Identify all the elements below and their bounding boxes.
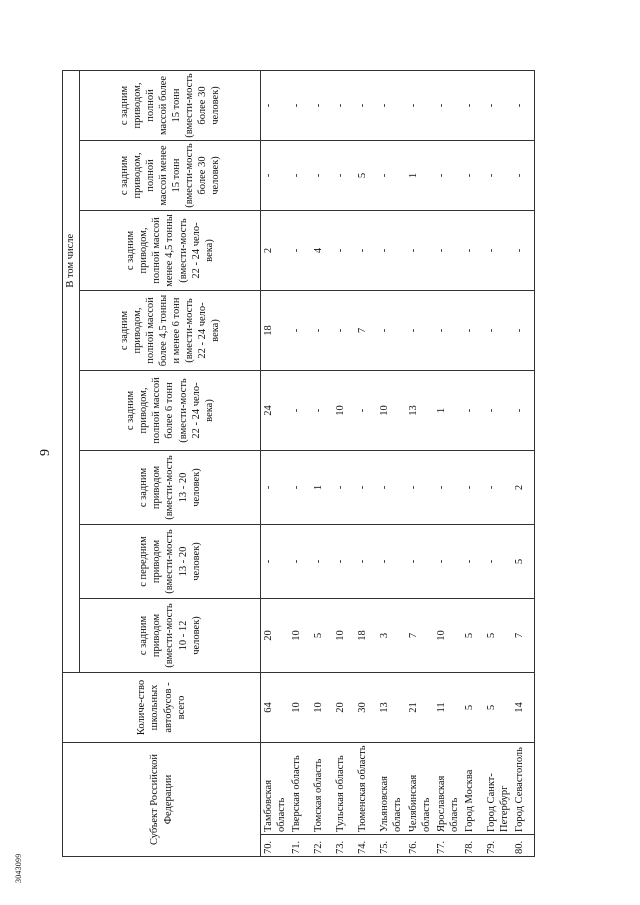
row-cell: 7	[512, 598, 535, 672]
row-subject: Ульяновская область	[377, 742, 405, 834]
row-cell: -	[311, 370, 333, 450]
row-cell: -	[462, 290, 484, 370]
page-number: 9	[38, 449, 53, 456]
row-cell: -	[289, 450, 311, 524]
table-row	[377, 70, 405, 856]
row-cell: -	[333, 140, 355, 210]
table-row	[512, 70, 535, 856]
table-row	[484, 70, 512, 856]
row-number: 72.	[311, 835, 333, 857]
row-cell: -	[406, 524, 434, 598]
header-col-6: с задним приводом, полной массой менее 4,5 тонны (вмести-мость 22 - 24 чело-века)	[80, 210, 261, 290]
row-cell: 1	[406, 140, 434, 210]
row-cell: -	[462, 210, 484, 290]
row-subject: Город Севастополь	[512, 742, 535, 834]
row-cell: -	[484, 290, 512, 370]
row-subject: Тамбовская область	[261, 742, 290, 834]
row-cell: 5	[462, 598, 484, 672]
row-total: 5	[484, 672, 512, 742]
row-total: 11	[434, 672, 462, 742]
row-cell: -	[406, 70, 434, 140]
row-cell: -	[512, 370, 535, 450]
table-row	[406, 70, 434, 856]
row-cell: -	[484, 140, 512, 210]
school-bus-table	[62, 70, 535, 857]
header-col-5: с задним приводом, полной массой более 4,5 тонны и менее 6 тонн (вмести-мость 22 - 24 чело-века)	[80, 290, 261, 370]
row-cell: -	[289, 370, 311, 450]
row-cell: -	[377, 140, 405, 210]
header-col-4: с задним приводом, полной массой более 6 тонн (вмести-мость 22 - 24 чело-века)	[80, 370, 261, 450]
row-cell: -	[434, 70, 462, 140]
row-subject: Город Санкт-Петербург	[484, 742, 512, 834]
row-cell: -	[355, 370, 377, 450]
row-cell: -	[484, 70, 512, 140]
table-row	[462, 70, 484, 856]
row-number: 75.	[377, 835, 405, 857]
row-cell: 5	[311, 598, 333, 672]
row-cell: 18	[355, 598, 377, 672]
row-cell: 5	[355, 140, 377, 210]
row-cell: -	[333, 290, 355, 370]
row-number: 71.	[289, 835, 311, 857]
row-total: 20	[333, 672, 355, 742]
row-subject: Ярославская область	[434, 742, 462, 834]
row-cell: -	[434, 450, 462, 524]
row-cell: 4	[311, 210, 333, 290]
header-col-3: с задним приводом (вмести-мость 13 - 20 человек)	[80, 450, 261, 524]
row-subject: Тюменская область	[355, 742, 377, 834]
row-cell: -	[484, 370, 512, 450]
row-cell: -	[355, 210, 377, 290]
row-total: 13	[377, 672, 405, 742]
row-cell: -	[311, 70, 333, 140]
row-cell: 10	[289, 598, 311, 672]
table-row	[289, 70, 311, 856]
row-total: 21	[406, 672, 434, 742]
header-col-7: с задним приводом, полной массой менее 15 тонн (вмести-мость более 30 человек)	[80, 140, 261, 210]
row-number: 73.	[333, 835, 355, 857]
header-blank-2	[63, 524, 80, 598]
row-cell: -	[462, 450, 484, 524]
row-cell: -	[484, 524, 512, 598]
row-total: 14	[512, 672, 535, 742]
row-cell: -	[311, 290, 333, 370]
row-cell: -	[484, 210, 512, 290]
header-blank-3	[63, 450, 80, 524]
row-cell: -	[289, 524, 311, 598]
row-cell: -	[289, 210, 311, 290]
row-cell: -	[311, 524, 333, 598]
row-cell: 10	[333, 598, 355, 672]
row-subject: Челябинская область	[406, 742, 434, 834]
row-cell: -	[406, 210, 434, 290]
row-cell: 2	[512, 450, 535, 524]
table-row	[333, 70, 355, 856]
row-cell: -	[434, 524, 462, 598]
row-cell: -	[434, 210, 462, 290]
row-cell: -	[333, 210, 355, 290]
row-cell: 10	[434, 598, 462, 672]
row-cell: -	[377, 210, 405, 290]
table-row	[355, 70, 377, 856]
row-cell: 20	[261, 598, 290, 672]
row-total: 5	[462, 672, 484, 742]
row-cell: -	[377, 450, 405, 524]
row-cell: -	[333, 70, 355, 140]
row-total: 64	[261, 672, 290, 742]
row-cell: 7	[406, 598, 434, 672]
row-cell: 3	[377, 598, 405, 672]
row-cell: -	[333, 524, 355, 598]
row-cell: 18	[261, 290, 290, 370]
row-cell: -	[512, 140, 535, 210]
row-subject: Город Москва	[462, 742, 484, 834]
row-cell: -	[462, 524, 484, 598]
row-cell: -	[355, 524, 377, 598]
row-cell: -	[462, 370, 484, 450]
row-cell: -	[512, 290, 535, 370]
row-number: 74.	[355, 835, 377, 857]
row-total: 10	[289, 672, 311, 742]
document-code: 3043099	[14, 853, 23, 883]
row-cell: -	[355, 70, 377, 140]
header-subject: Субъект Российской Федерации	[63, 742, 261, 856]
header-col-2: с передним приводом (вмести-мость 13 - 20 человек)	[80, 524, 261, 598]
table-row	[261, 70, 290, 856]
header-total: Количе-ство школьных автобусов - всего	[63, 672, 261, 742]
row-number: 76.	[406, 835, 434, 857]
row-number: 79.	[484, 835, 512, 857]
row-cell: -	[434, 140, 462, 210]
row-cell: -	[377, 70, 405, 140]
row-subject: Тульская область	[333, 742, 355, 834]
row-number: 77.	[434, 835, 462, 857]
row-cell: 1	[311, 450, 333, 524]
table-row	[311, 70, 333, 856]
row-cell: 24	[261, 370, 290, 450]
row-cell: -	[406, 450, 434, 524]
row-cell: 2	[261, 210, 290, 290]
row-cell: -	[261, 524, 290, 598]
row-cell: -	[406, 290, 434, 370]
row-cell: -	[377, 524, 405, 598]
row-cell: -	[377, 290, 405, 370]
row-cell: 7	[355, 290, 377, 370]
row-cell: -	[512, 210, 535, 290]
row-cell: 10	[333, 370, 355, 450]
row-total: 30	[355, 672, 377, 742]
row-cell: -	[261, 70, 290, 140]
row-cell: -	[333, 450, 355, 524]
row-number: 70.	[261, 835, 290, 857]
row-cell: 10	[377, 370, 405, 450]
row-cell: 5	[484, 598, 512, 672]
row-number: 80.	[512, 835, 535, 857]
row-subject: Тверская область	[289, 742, 311, 834]
row-cell: -	[289, 290, 311, 370]
row-cell: -	[311, 140, 333, 210]
row-subject: Томская область	[311, 742, 333, 834]
row-number: 78.	[462, 835, 484, 857]
row-cell: -	[289, 140, 311, 210]
row-cell: -	[462, 70, 484, 140]
row-cell: -	[355, 450, 377, 524]
row-cell: -	[289, 70, 311, 140]
row-cell: -	[512, 70, 535, 140]
table-row	[434, 70, 462, 856]
row-total: 10	[311, 672, 333, 742]
row-cell: 13	[406, 370, 434, 450]
row-cell: -	[261, 450, 290, 524]
header-blank-1	[63, 598, 80, 672]
row-cell: -	[484, 450, 512, 524]
row-cell: -	[434, 290, 462, 370]
header-col-8: с задним приводом, полной массой более 15 тонн (вмести-мость более 30 человек)	[80, 70, 261, 140]
row-cell: 1	[434, 370, 462, 450]
row-cell: 5	[512, 524, 535, 598]
header-group: В том числе	[63, 70, 80, 450]
row-cell: -	[261, 140, 290, 210]
row-cell: -	[462, 140, 484, 210]
header-col-1: с задним приводом (вмести-мость 10 - 12 человек)	[80, 598, 261, 672]
